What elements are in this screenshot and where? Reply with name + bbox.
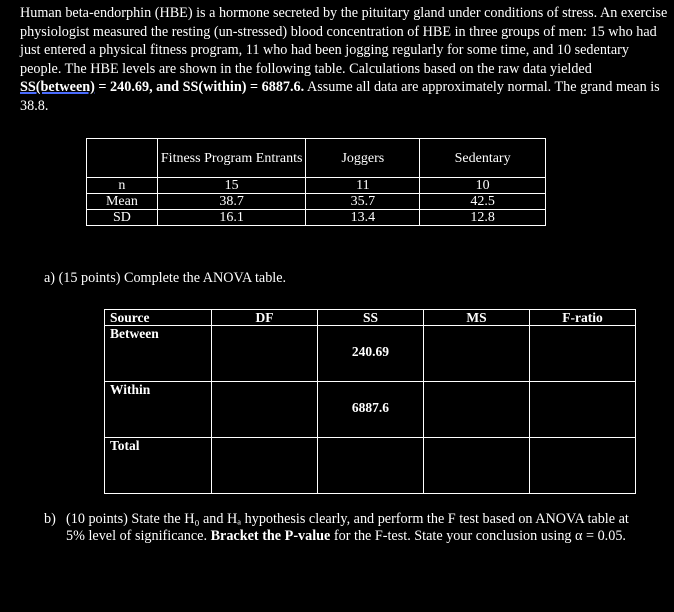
anova-row-total — [105, 438, 636, 494]
stats-cell: 16.1 — [157, 210, 306, 226]
stats-row-mean — [87, 194, 546, 210]
stats-cell: 42.5 — [420, 194, 546, 210]
question-b-text: (10 points) State the H₀ and Hₐ hypothesis clearly, and perform the F test based on ANOVA table at 5% level of significance. — [66, 511, 629, 544]
anova-header-df: DF — [212, 310, 318, 326]
anova-ss-cell — [317, 382, 423, 438]
intro-text: Human beta-endorphin (HBE) is a hormone secreted by the pituitary gland under conditions of stress. An exercise physiologist measured the resting (un-stressed) blood concentration of HBE in three groups of men: 15 who had just entered a physical fitness program, 11 who had been jogging regularly for some time, and 10 sedentary people. The HBE levels are shown in the following table. Calculations based on the raw data yielded — [20, 5, 668, 77]
anova-df-cell[interactable] — [212, 438, 318, 494]
stats-row-label: Mean — [87, 194, 158, 210]
anova-ss-cell — [317, 326, 423, 382]
anova-df-cell[interactable] — [212, 326, 318, 382]
question-b — [44, 511, 644, 545]
anova-ss-value: 240.69 — [351, 344, 390, 359]
stats-cell: 11 — [306, 178, 420, 194]
anova-f-cell[interactable] — [529, 326, 635, 382]
anova-f-cell[interactable] — [529, 382, 635, 438]
anova-ms-cell[interactable] — [423, 326, 529, 382]
anova-table — [104, 309, 636, 494]
stats-cell: 38.7 — [157, 194, 306, 210]
ss-between-label: SS(between) — [20, 79, 95, 96]
anova-ss-value: 6887.6 — [351, 400, 390, 415]
stats-header-sedentary: Sedentary — [420, 139, 546, 178]
anova-row-between — [105, 326, 636, 382]
stats-row-n — [87, 178, 546, 194]
stats-row-label: SD — [87, 210, 158, 226]
anova-source-label: Between — [105, 326, 212, 382]
anova-ss-cell[interactable] — [317, 438, 423, 494]
anova-row-within — [105, 382, 636, 438]
stats-row-sd — [87, 210, 546, 226]
anova-header-ms: MS — [423, 310, 529, 326]
problem-statement — [20, 4, 668, 116]
anova-df-cell[interactable] — [212, 382, 318, 438]
anova-header-f-ratio: F-ratio — [529, 310, 635, 326]
question-b-label: b) — [44, 511, 56, 527]
stats-header-joggers: Joggers — [306, 139, 420, 178]
stats-cell: 13.4 — [306, 210, 420, 226]
stats-cell: 35.7 — [306, 194, 420, 210]
anova-header-source: Source — [105, 310, 212, 326]
anova-ms-cell[interactable] — [423, 438, 529, 494]
question-b-bold: Bracket the P-value — [210, 528, 331, 544]
anova-header-ss: SS — [317, 310, 423, 326]
question-a: a) (15 points) Complete the ANOVA table. — [44, 270, 287, 286]
anova-source-label: Within — [105, 382, 212, 438]
stats-cell: 10 — [420, 178, 546, 194]
intro-assumption: Assume all data are approximately normal. The grand mean is 38.8. — [20, 79, 660, 114]
stats-header-fitness: Fitness Program Entrants — [157, 139, 306, 178]
ss-values: = 240.69, and SS(within) = 6887.6. — [94, 79, 305, 96]
anova-f-cell[interactable] — [529, 438, 635, 494]
stats-cell: 15 — [157, 178, 306, 194]
stats-cell: 12.8 — [420, 210, 546, 226]
question-b-body — [66, 511, 636, 545]
group-statistics-table — [86, 138, 546, 226]
question-b-text-end: for the F-test. State your conclusion using α = 0.05. — [330, 528, 626, 544]
stats-header-blank — [87, 139, 158, 178]
stats-row-label: n — [87, 178, 158, 194]
anova-source-label: Total — [105, 438, 212, 494]
anova-ms-cell[interactable] — [423, 382, 529, 438]
